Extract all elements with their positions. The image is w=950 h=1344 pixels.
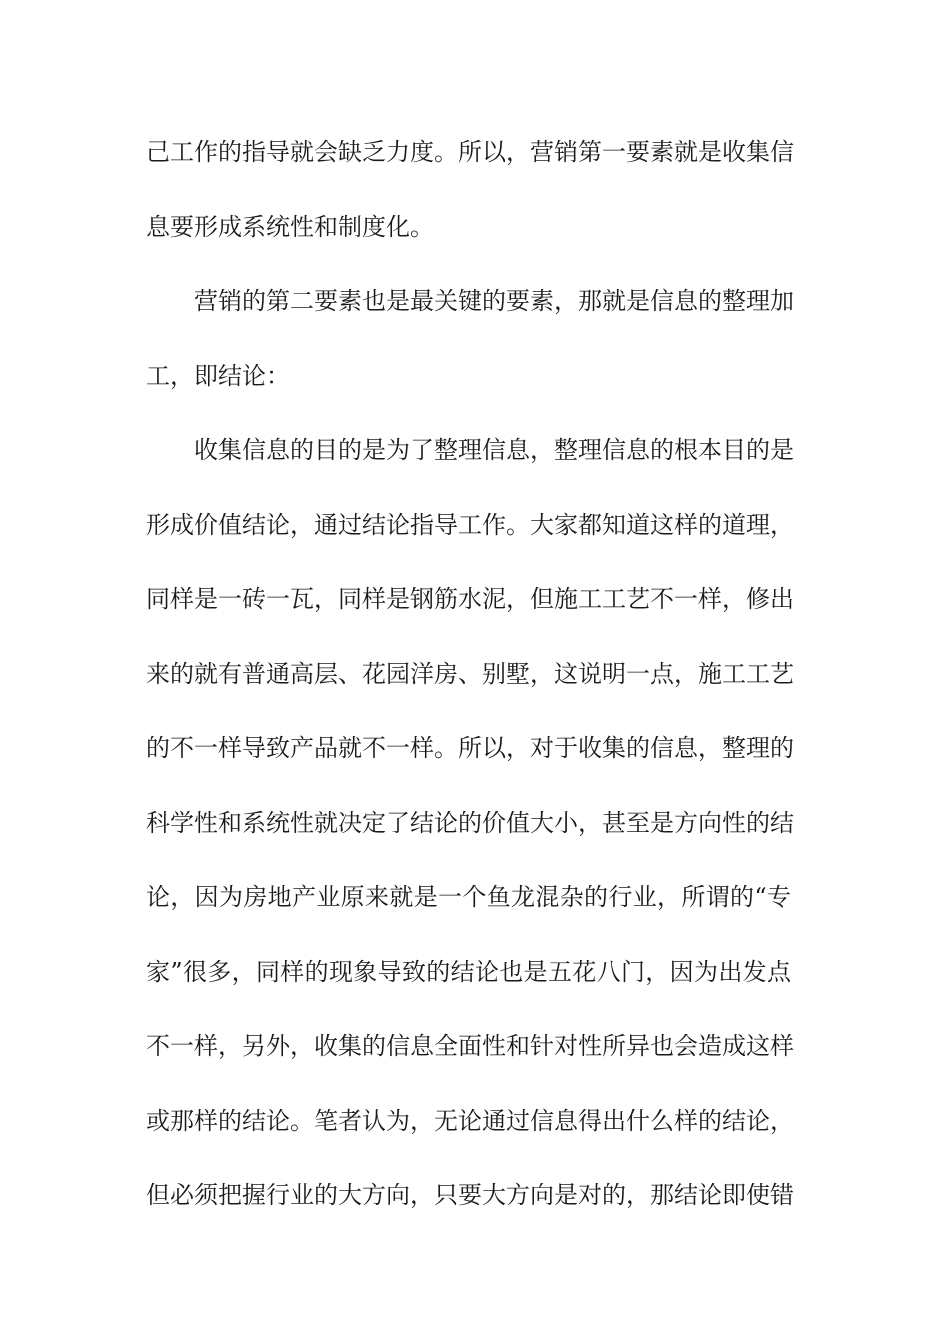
text-line: 己工作的指导就会缺乏力度。所以，营销第一要素就是收集信 [146, 138, 794, 166]
paragraph-start-line: 收集信息的目的是为了整理信息，整理信息的根本目的是 [194, 436, 794, 464]
text-line: 工，即结论： [146, 361, 290, 390]
text-line: 科学性和系统性就决定了结论的价值大小，甚至是方向性的结 [146, 808, 794, 837]
body-text [146, 125, 794, 1243]
text-line: 的不一样导致产品就不一样。所以，对于收集的信息，整理的 [146, 734, 794, 762]
text-line: 但必须把握行业的大方向，只要大方向是对的，那结论即使错 [146, 1181, 794, 1209]
text-line: 论，因为房地产业原来就是一个鱼龙混杂的行业，所谓的“专 [146, 883, 791, 911]
text-line: 不一样，另外，收集的信息全面性和针对性所异也会造成这样 [146, 1032, 794, 1060]
text-line: 形成价值结论，通过结论指导工作。大家都知道这样的道理， [146, 510, 794, 539]
paragraph-start-line: 营销的第二要素也是最关键的要素，那就是信息的整理加 [194, 287, 794, 315]
text-line: 息要形成系统性和制度化。 [146, 212, 434, 241]
text-line: 或那样的结论。笔者认为，无论通过信息得出什么样的结论， [146, 1106, 794, 1135]
text-line: 家”很多，同样的现象导致的结论也是五花八门，因为出发点 [146, 957, 791, 986]
text-line: 来的就有普通高层、花园洋房、别墅，这说明一点，施工工艺 [146, 659, 794, 688]
text-line: 同样是一砖一瓦，同样是钢筋水泥，但施工工艺不一样，修出 [146, 585, 794, 613]
